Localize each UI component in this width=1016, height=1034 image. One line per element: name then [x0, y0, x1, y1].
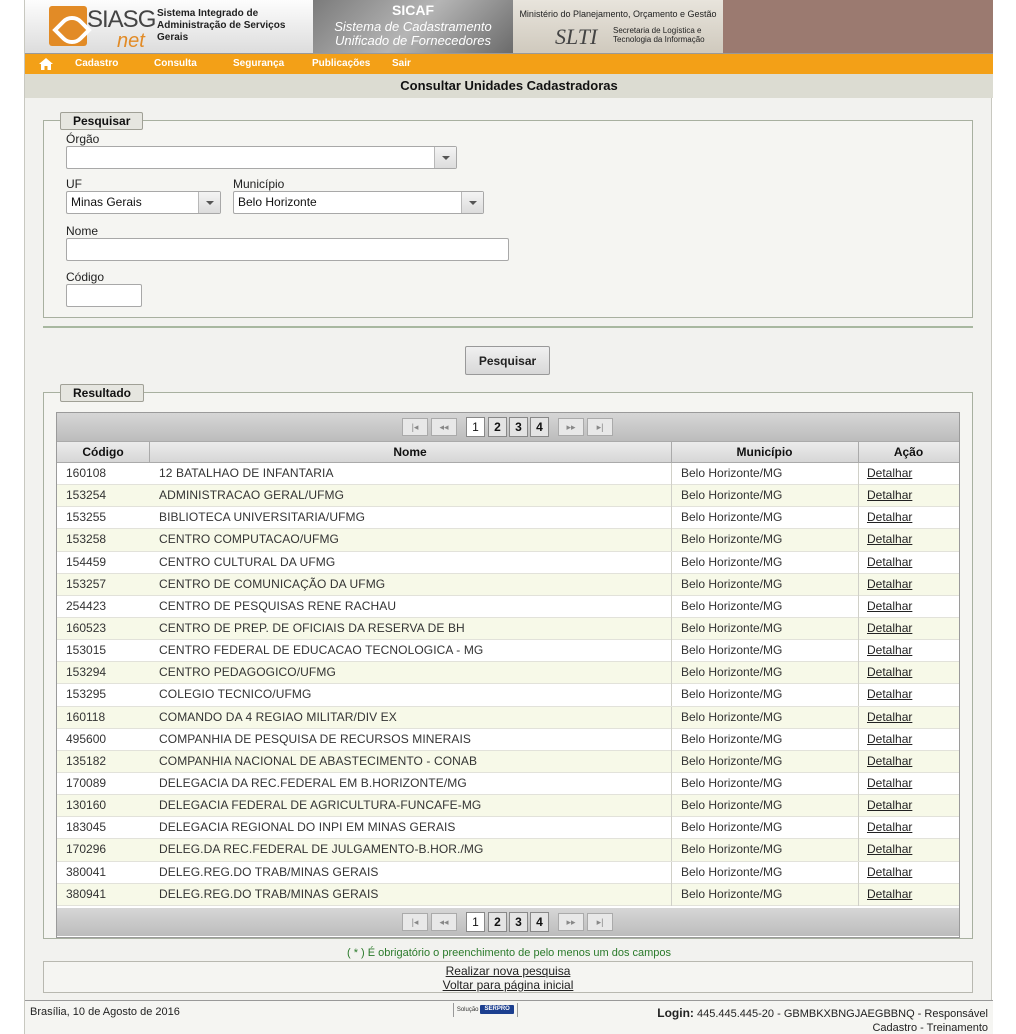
- column-divider: [858, 862, 859, 884]
- pager-prev-button[interactable]: ◂◂: [431, 913, 457, 931]
- nome-input[interactable]: [66, 238, 509, 261]
- search-fieldset: [43, 114, 973, 318]
- cell-nome: 12 BATALHAO DE INFANTARIA: [159, 466, 334, 480]
- footer: [25, 1000, 993, 1034]
- cell-municipio: Belo Horizonte/MG: [681, 466, 783, 480]
- column-divider: [671, 662, 672, 684]
- pager-page-3[interactable]: 3: [509, 912, 528, 932]
- column-header-nome[interactable]: Nome: [393, 445, 427, 459]
- pesquisar-button[interactable]: Pesquisar: [465, 346, 550, 375]
- nova-pesquisa-link[interactable]: Realizar nova pesquisa: [445, 964, 571, 978]
- column-divider: [671, 507, 672, 529]
- table-row: [57, 884, 959, 906]
- detalhar-link[interactable]: Detalhar: [867, 886, 913, 901]
- cell-municipio: Belo Horizonte/MG: [681, 620, 783, 635]
- chevron-down-icon[interactable]: [198, 192, 220, 213]
- cell-codigo: 170296: [66, 842, 107, 857]
- links-box: [43, 961, 973, 993]
- column-divider: [671, 463, 672, 485]
- detalhar-link[interactable]: Detalhar: [867, 620, 913, 635]
- required-note: ( * ) É obrigatório o preenchimento de pelo menos um dos campos: [346, 947, 672, 959]
- municipio-select[interactable]: [233, 191, 484, 214]
- table-row: [57, 684, 959, 706]
- cell-codigo: 154459: [66, 554, 107, 569]
- cell-codigo: 153257: [66, 576, 107, 591]
- cell-nome: COMANDO DA 4 REGIAO MILITAR/DIV EX: [159, 709, 397, 724]
- column-divider: [858, 596, 859, 618]
- cell-municipio: Belo Horizonte/MG: [681, 665, 783, 680]
- cell-nome: COLEGIO TECNICO/UFMG: [159, 687, 312, 702]
- table-header: [57, 441, 959, 463]
- municipio-select-value: Belo Horizonte: [238, 195, 317, 209]
- column-divider: [858, 729, 859, 751]
- cell-municipio: Belo Horizonte/MG: [681, 488, 783, 503]
- column-header-acao: Ação: [893, 445, 924, 459]
- column-divider: [671, 839, 672, 861]
- column-divider: [671, 862, 672, 884]
- siasg-logo-suffix: net: [117, 30, 145, 52]
- sicaf-subtitle: Sistema de Cadastramento Unificado de Fornecedores: [334, 19, 492, 48]
- footer-date: Brasília, 10 de Agosto de 2016: [30, 1006, 180, 1018]
- detalhar-link[interactable]: Detalhar: [867, 731, 913, 746]
- codigo-input[interactable]: [66, 284, 142, 307]
- cell-nome: CENTRO CULTURAL DA UFMG: [159, 554, 336, 569]
- column-divider: [671, 795, 672, 817]
- table-row: [57, 574, 959, 596]
- voltar-link[interactable]: Voltar para página inicial: [442, 978, 574, 992]
- page: [24, 0, 992, 1034]
- login-label: Login:: [657, 1006, 694, 1020]
- codigo-label: Código: [66, 270, 105, 284]
- siasg-logo-text: SIASG: [87, 6, 156, 33]
- slti-text: Secretaria de Logística e Tecnologia da Informação: [613, 26, 705, 44]
- page-title: Consultar Unidades Cadastradoras: [25, 74, 993, 98]
- cell-codigo: 254423: [66, 598, 107, 613]
- sicaf-brand: [313, 0, 513, 54]
- detalhar-link[interactable]: Detalhar: [867, 598, 913, 613]
- column-divider: [858, 817, 859, 839]
- menu-item-consulta[interactable]: Consulta: [154, 58, 197, 69]
- pager-last-button[interactable]: ▸|: [587, 418, 613, 436]
- orgao-label: Órgão: [66, 132, 100, 146]
- cell-nome: CENTRO PEDAGOGICO/UFMG: [159, 665, 336, 680]
- cell-codigo: 183045: [66, 820, 107, 835]
- detalhar-link[interactable]: Detalhar: [867, 466, 913, 480]
- search-legend: Pesquisar: [60, 112, 143, 130]
- detalhar-link[interactable]: Detalhar: [867, 532, 913, 547]
- login-info: [648, 1006, 988, 1034]
- table-body: [57, 463, 959, 906]
- ministerio-brand: [513, 0, 723, 54]
- pager-page-2[interactable]: 2: [488, 912, 507, 932]
- cell-nome: CENTRO DE PESQUISAS RENE RACHAU: [159, 598, 397, 613]
- column-divider: [858, 684, 859, 706]
- column-divider: [858, 529, 859, 551]
- detalhar-link[interactable]: Detalhar: [867, 510, 913, 525]
- cell-municipio: Belo Horizonte/MG: [681, 864, 783, 879]
- column-divider: [858, 662, 859, 684]
- cell-nome: CENTRO FEDERAL DE EDUCACAO TECNOLOGICA - MG: [159, 643, 484, 658]
- detalhar-link[interactable]: Detalhar: [867, 665, 913, 680]
- banner-decoration: [723, 0, 993, 54]
- cell-codigo: 153254: [66, 488, 107, 503]
- login-line2: Cadastro - Treinamento: [872, 1022, 988, 1034]
- serpro-badge: [453, 1003, 518, 1017]
- detalhar-link[interactable]: Detalhar: [867, 820, 913, 835]
- table-row: [57, 751, 959, 773]
- cell-municipio: Belo Horizonte/MG: [681, 687, 783, 702]
- results-table: [56, 412, 960, 938]
- cell-codigo: 380041: [66, 864, 107, 879]
- serpro-logo-icon: SERPRO: [480, 1005, 514, 1014]
- column-divider: [671, 618, 672, 640]
- cell-nome: CENTRO COMPUTACAO/UFMG: [159, 532, 339, 547]
- detalhar-link[interactable]: Detalhar: [867, 864, 913, 879]
- cell-codigo: 170089: [66, 775, 107, 790]
- cell-codigo: 153258: [66, 532, 107, 547]
- menu-item-cadastro[interactable]: Cadastro: [75, 58, 119, 69]
- table-row: [57, 596, 959, 618]
- cell-nome: CENTRO DE PREP. DE OFICIAIS DA RESERVA DE BH: [159, 620, 465, 635]
- column-divider: [671, 552, 672, 574]
- cell-codigo: 153294: [66, 665, 107, 680]
- table-row: [57, 707, 959, 729]
- column-divider: [858, 463, 859, 485]
- cell-nome: ADMINISTRACAO GERAL/UFMG: [159, 488, 345, 503]
- pager-first-button[interactable]: |◂: [402, 913, 428, 931]
- uf-label: UF: [66, 177, 82, 191]
- cell-municipio: Belo Horizonte/MG: [681, 753, 783, 768]
- detalhar-link[interactable]: Detalhar: [867, 554, 913, 569]
- divider: [43, 326, 973, 328]
- menu-item-publicacoes[interactable]: Publicações: [312, 58, 371, 69]
- pager-page-4[interactable]: 4: [530, 912, 549, 932]
- main-menu: [25, 54, 993, 74]
- column-divider: [858, 618, 859, 640]
- table-row: [57, 862, 959, 884]
- table-row: [57, 507, 959, 529]
- table-row: [57, 552, 959, 574]
- slti-logo: SLTI: [555, 24, 598, 49]
- cell-nome: DELEGACIA REGIONAL DO INPI EM MINAS GERAIS: [159, 820, 456, 835]
- siasg-brand: [25, 0, 313, 54]
- detalhar-link[interactable]: Detalhar: [867, 798, 913, 813]
- cell-municipio: Belo Horizonte/MG: [681, 510, 783, 525]
- login-value: 445.445.445-20 - GBMBKXBNGJAEGBBNQ - Responsável: [696, 1008, 988, 1020]
- table-row: [57, 529, 959, 551]
- cell-municipio: Belo Horizonte/MG: [681, 576, 783, 591]
- column-divider: [671, 684, 672, 706]
- cell-codigo: 135182: [66, 753, 107, 768]
- table-row: [57, 640, 959, 662]
- column-divider: [858, 839, 859, 861]
- column-divider: [858, 751, 859, 773]
- column-divider: [671, 751, 672, 773]
- detalhar-link[interactable]: Detalhar: [867, 775, 913, 790]
- column-divider: [671, 529, 672, 551]
- column-divider: [671, 574, 672, 596]
- cell-codigo: 153015: [66, 643, 107, 658]
- cell-municipio: Belo Horizonte/MG: [681, 598, 783, 613]
- column-divider: [671, 773, 672, 795]
- table-row: [57, 817, 959, 839]
- cell-codigo: 380941: [66, 886, 107, 901]
- table-row: [57, 729, 959, 751]
- cell-nome: DELEG.REG.DO TRAB/MINAS GERAIS: [159, 864, 379, 879]
- pager-next-button[interactable]: ▸▸: [558, 418, 584, 436]
- chevron-down-icon[interactable]: [434, 147, 456, 168]
- home-icon[interactable]: [39, 58, 53, 70]
- table-row: [57, 795, 959, 817]
- cell-nome: BIBLIOTECA UNIVERSITARIA/UFMG: [159, 510, 366, 525]
- column-divider: [858, 884, 859, 906]
- column-divider: [858, 707, 859, 729]
- column-header-municipio[interactable]: Município: [736, 445, 793, 459]
- sicaf-title: SICAF: [392, 2, 434, 18]
- cell-nome: DELEG.REG.DO TRAB/MINAS GERAIS: [159, 886, 379, 901]
- cell-nome: DELEG.DA REC.FEDERAL DE JULGAMENTO-B.HOR./MG: [159, 842, 484, 857]
- detalhar-link[interactable]: Detalhar: [867, 488, 913, 503]
- table-row: [57, 485, 959, 507]
- column-divider: [858, 507, 859, 529]
- menu-item-seguranca[interactable]: Segurança: [233, 58, 285, 69]
- column-header-codigo[interactable]: Código: [82, 445, 124, 459]
- cell-municipio: Belo Horizonte/MG: [681, 775, 783, 790]
- pager-page-1[interactable]: 1: [466, 417, 485, 437]
- result-legend: Resultado: [60, 384, 144, 402]
- orgao-select[interactable]: [66, 146, 457, 169]
- cell-nome: COMPANHIA DE PESQUISA DE RECURSOS MINERAIS: [159, 731, 472, 746]
- cell-municipio: Belo Horizonte/MG: [681, 554, 783, 569]
- column-divider: [858, 773, 859, 795]
- header-banner: [25, 0, 993, 54]
- cell-codigo: 153255: [66, 510, 107, 525]
- menu-item-sair[interactable]: Sair: [392, 58, 411, 69]
- pager-page-1[interactable]: 1: [466, 912, 485, 932]
- table-row: [57, 463, 959, 485]
- cell-codigo: 160108: [66, 466, 107, 480]
- table-row: [57, 839, 959, 861]
- column-divider: [858, 485, 859, 507]
- cell-nome: COMPANHIA NACIONAL DE ABASTECIMENTO - CONAB: [159, 753, 478, 768]
- cell-municipio: Belo Horizonte/MG: [681, 798, 783, 813]
- siasg-description: Sistema Integrado de Administração de Serviços Gerais: [157, 8, 286, 43]
- cell-municipio: Belo Horizonte/MG: [681, 709, 783, 724]
- cell-codigo: 495600: [66, 731, 107, 746]
- cell-nome: CENTRO DE COMUNICAÇÃO DA UFMG: [159, 576, 386, 591]
- cell-codigo: 153295: [66, 687, 107, 702]
- cell-municipio: Belo Horizonte/MG: [681, 842, 783, 857]
- cell-municipio: Belo Horizonte/MG: [681, 820, 783, 835]
- table-row: [57, 773, 959, 795]
- column-divider: [671, 485, 672, 507]
- detalhar-link[interactable]: Detalhar: [867, 753, 913, 768]
- serpro-prefix: Solução: [456, 1007, 479, 1013]
- municipio-label: Município: [233, 177, 285, 191]
- detalhar-link[interactable]: Detalhar: [867, 643, 913, 658]
- column-divider: [858, 795, 859, 817]
- pager-top: [57, 413, 959, 441]
- column-divider: [671, 817, 672, 839]
- pager-last-button[interactable]: ▸|: [587, 913, 613, 931]
- cell-nome: DELEGACIA DA REC.FEDERAL EM B.HORIZONTE/MG: [159, 775, 467, 790]
- column-divider: [858, 574, 859, 596]
- column-divider: [858, 552, 859, 574]
- pager-page-3[interactable]: 3: [509, 417, 528, 437]
- cell-municipio: Belo Horizonte/MG: [681, 643, 783, 658]
- cell-nome: DELEGACIA FEDERAL DE AGRICULTURA-FUNCAFE-MG: [159, 798, 482, 813]
- cell-codigo: 160523: [66, 620, 107, 635]
- column-divider: [858, 640, 859, 662]
- pager-first-button[interactable]: |◂: [402, 418, 428, 436]
- cell-codigo: 160118: [66, 709, 106, 724]
- cell-municipio: Belo Horizonte/MG: [681, 886, 783, 901]
- cell-codigo: 130160: [66, 798, 107, 813]
- pager-page-4[interactable]: 4: [530, 417, 549, 437]
- chevron-down-icon[interactable]: [461, 192, 483, 213]
- column-divider: [671, 707, 672, 729]
- column-divider: [671, 596, 672, 618]
- detalhar-link[interactable]: Detalhar: [867, 709, 913, 724]
- detalhar-link[interactable]: Detalhar: [867, 842, 913, 857]
- table-row: [57, 662, 959, 684]
- siasg-logo-icon: [49, 6, 87, 46]
- detalhar-link[interactable]: Detalhar: [867, 576, 913, 591]
- pager-prev-button[interactable]: ◂◂: [431, 418, 457, 436]
- column-divider: [671, 884, 672, 906]
- ministerio-text: Ministério do Planejamento, Orçamento e Gestão: [519, 9, 717, 19]
- detalhar-link[interactable]: Detalhar: [867, 687, 913, 702]
- pager-page-2[interactable]: 2: [488, 417, 507, 437]
- table-row: [57, 618, 959, 640]
- column-divider: [671, 640, 672, 662]
- pager-next-button[interactable]: ▸▸: [558, 913, 584, 931]
- uf-select[interactable]: [66, 191, 221, 214]
- pager-bottom: [57, 908, 959, 936]
- cell-municipio: Belo Horizonte/MG: [681, 731, 783, 746]
- column-divider: [671, 729, 672, 751]
- cell-municipio: Belo Horizonte/MG: [681, 532, 783, 547]
- nome-label: Nome: [66, 224, 99, 238]
- uf-select-value: Minas Gerais: [71, 195, 142, 209]
